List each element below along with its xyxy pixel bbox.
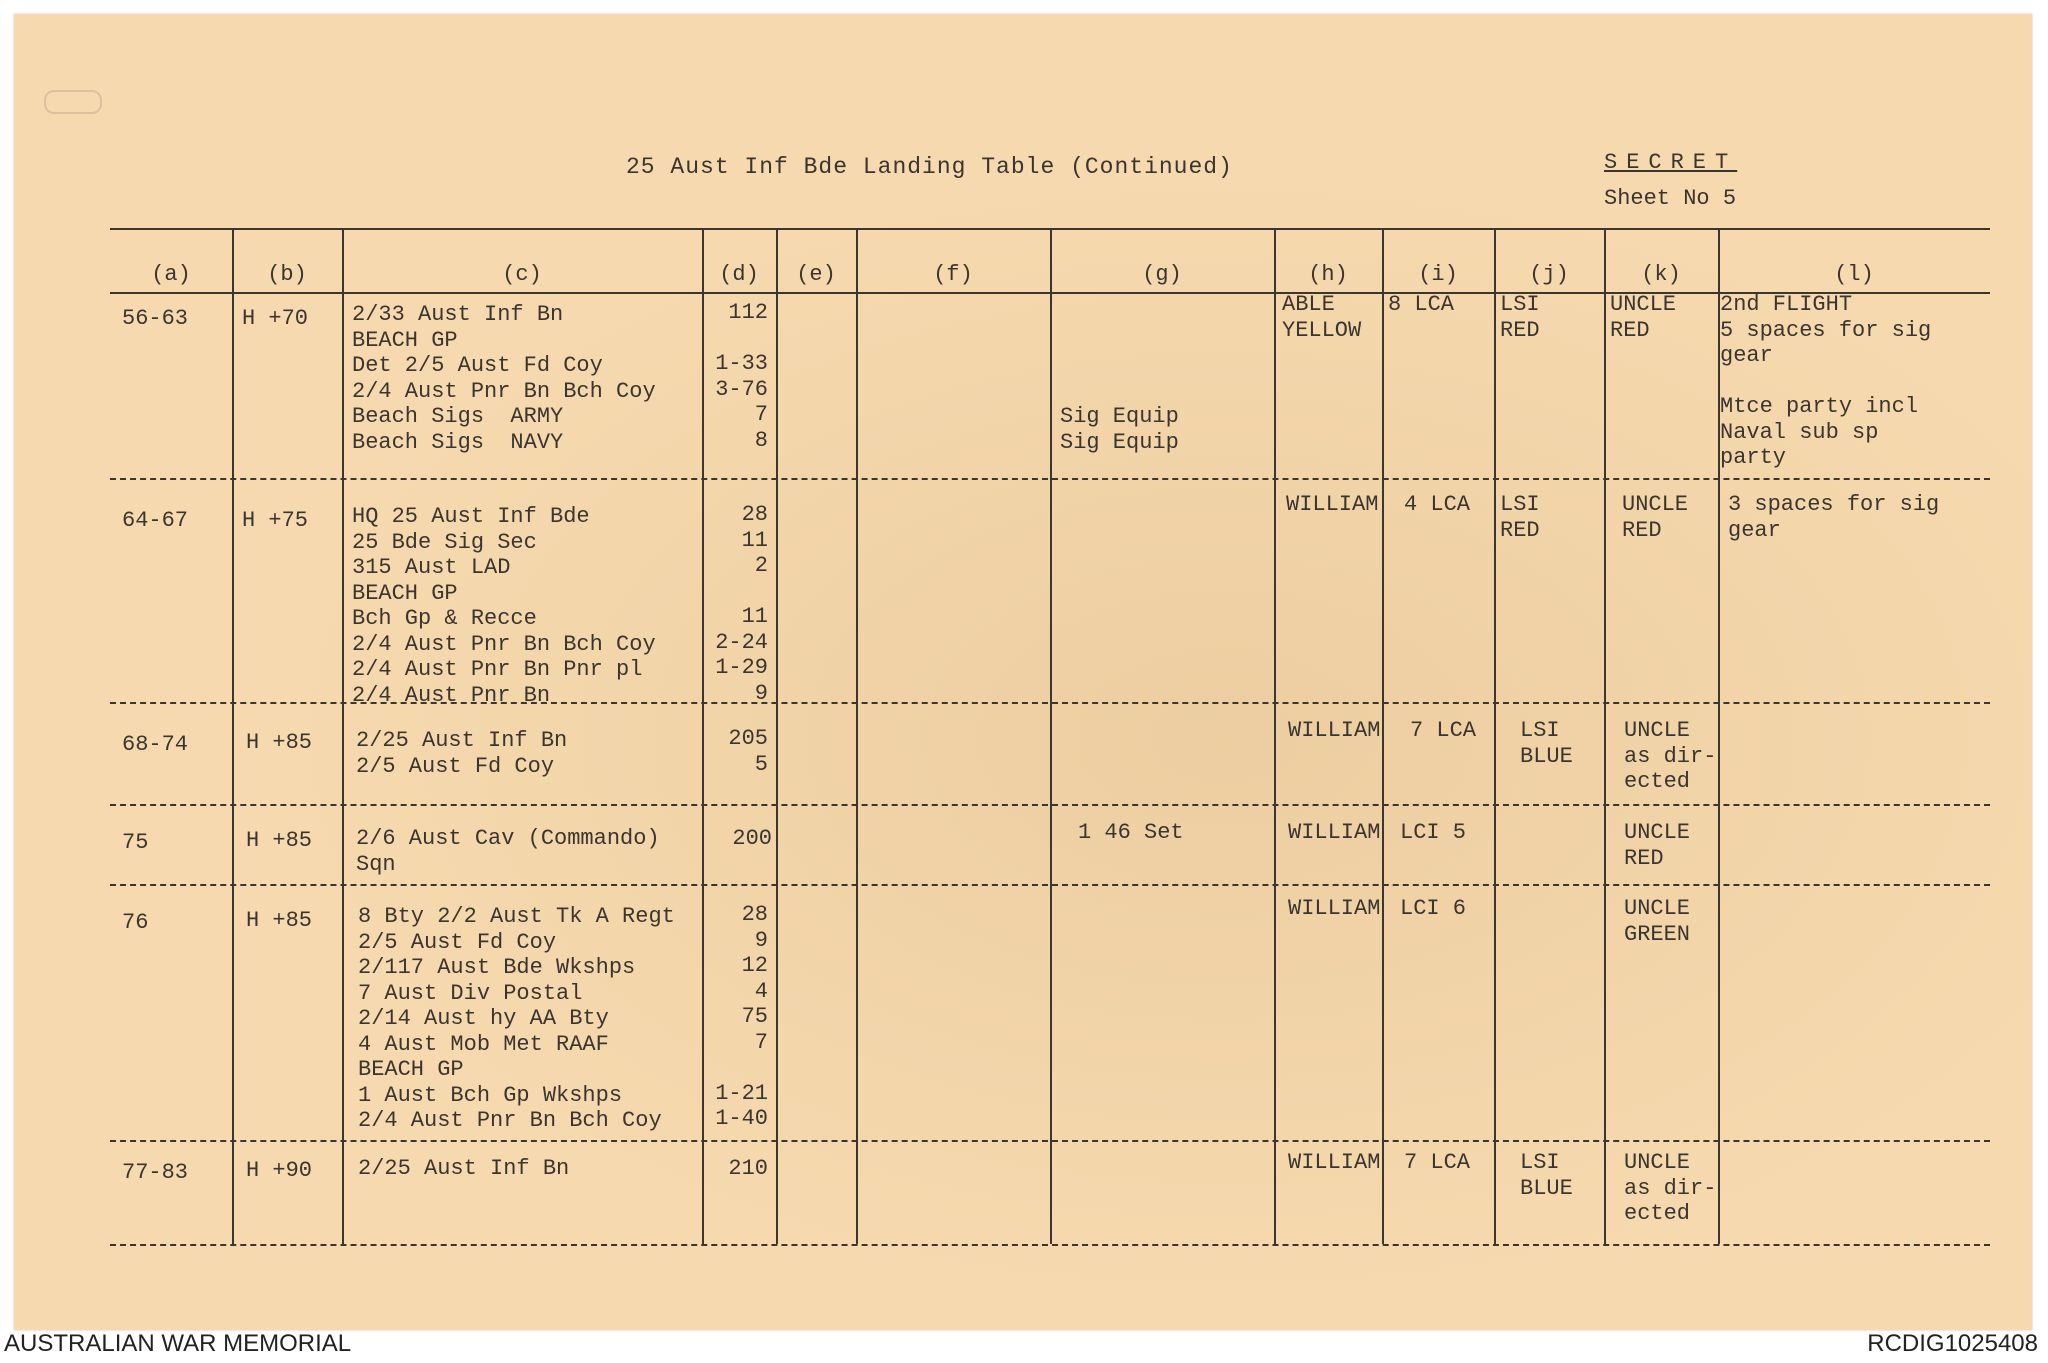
unit-cell: 8 Bty 2/2 Aust Tk A Regt 2/5 Aust Fd Coy 2/117 Aust Bde Wkshps 7 Aust Div Postal 2/14 Aust hy AA Bty 4 Aust Mob Met RAAF BEACH GP 1 Aust Bch Gp Wkshps 2/4 Aust Pnr Bn Bch Coy (358, 904, 675, 1133)
unit-cell: 2/33 Aust Inf Bn BEACH GP Det 2/5 Aust Fd Coy 2/4 Aust Pnr Bn Bch Coy Beach Sigs ARMY Beach Sigs NAVY (352, 302, 656, 455)
column-header-a: (a) (151, 262, 191, 287)
column-header-g: (g) (1142, 262, 1182, 287)
remarks-cell: 2nd FLIGHT 5 spaces for sig gear Mtce party incl Naval sub sp party (1720, 292, 1932, 470)
staple-mark (44, 90, 102, 114)
craft-cell: 4 LCA (1404, 492, 1471, 517)
wave-cell: UNCLE as dir- ected (1624, 718, 1717, 794)
timing-cell: H +85 (246, 730, 313, 755)
serial-cell: 75 (122, 830, 149, 855)
wave-cell: UNCLE GREEN (1624, 896, 1691, 947)
ship-cell: LSI BLUE (1520, 718, 1573, 769)
personnel-cell: 112 1-33 3-76 7 8 (715, 300, 768, 453)
column-header-c: (c) (502, 262, 542, 287)
timing-cell: H +85 (246, 828, 313, 853)
craft-cell: LCI 6 (1400, 896, 1467, 921)
sheet-number: Sheet No 5 (1604, 186, 1737, 211)
serial-cell: 77-83 (122, 1160, 189, 1185)
column-divider (1604, 228, 1606, 1244)
unit-cell: 2/25 Aust Inf Bn (358, 1156, 570, 1181)
remarks-cell: 3 spaces for sig gear (1728, 492, 1940, 543)
serial-cell: 76 (122, 910, 149, 935)
serial-cell: 68-74 (122, 732, 189, 757)
unit-cell: HQ 25 Aust Inf Bde 25 Bde Sig Sec 315 Aust LAD BEACH GP Bch Gp & Recce 2/4 Aust Pnr Bn Bch Coy 2/4 Aust Pnr Bn Pnr pl 2/4 Aust Pnr Bn (352, 504, 656, 708)
craft-cell: 7 LCA (1410, 718, 1477, 743)
timing-cell: H +70 (242, 306, 309, 331)
column-divider (856, 228, 858, 1244)
column-divider (776, 228, 778, 1244)
serial-cell: 64-67 (122, 508, 189, 533)
archive-id: RCDIG1025408 (1867, 1330, 2038, 1357)
timing-cell: H +85 (246, 908, 313, 933)
wave-cell: UNCLE RED (1624, 820, 1691, 871)
beach-cell: WILLIAM (1288, 718, 1381, 743)
unit-cell: 2/6 Aust Cav (Commando) Sqn (356, 826, 660, 877)
equipment-cell: Sig Equip Sig Equip (1060, 404, 1179, 455)
personnel-cell: 205 5 (728, 726, 768, 777)
column-header-h: (h) (1308, 262, 1348, 287)
beach-cell: WILLIAM (1288, 896, 1381, 921)
landing-table (110, 14, 1990, 1274)
document-title: 25 Aust Inf Bde Landing Table (Continued) (626, 154, 1233, 180)
column-divider (1274, 228, 1276, 1244)
document-sheet (14, 14, 2032, 1330)
wave-cell: UNCLE RED (1622, 492, 1689, 543)
beach-cell: WILLIAM (1288, 1150, 1381, 1175)
column-divider (1050, 228, 1052, 1244)
craft-cell: 7 LCA (1404, 1150, 1471, 1175)
column-header-f: (f) (933, 262, 973, 287)
unit-cell: 2/25 Aust Inf Bn 2/5 Aust Fd Coy (356, 728, 568, 779)
column-divider (342, 228, 344, 1244)
personnel-cell: 28 11 2 11 2-24 1-29 9 (715, 502, 768, 706)
wave-cell: UNCLE as dir- ected (1624, 1150, 1717, 1226)
beach-cell: WILLIAM (1286, 492, 1379, 517)
column-header-b: (b) (267, 262, 307, 287)
serial-cell: 56-63 (122, 306, 189, 331)
craft-cell: 8 LCA (1388, 292, 1455, 317)
wave-cell: UNCLE RED (1610, 292, 1677, 343)
table-bottom-rule (110, 1244, 1990, 1246)
column-divider (1382, 228, 1384, 1244)
beach-cell: ABLE YELLOW (1282, 292, 1362, 343)
column-header-e: (e) (796, 262, 836, 287)
personnel-cell: 28 9 12 4 75 7 1-21 1-40 (715, 902, 768, 1131)
personnel-cell: 210 (728, 1156, 768, 1181)
ship-cell: LSI BLUE (1520, 1150, 1573, 1201)
timing-cell: H +90 (246, 1158, 313, 1183)
column-header-i: (i) (1418, 262, 1458, 287)
equipment-cell: 1 46 Set (1078, 820, 1184, 845)
archive-credit: AUSTRALIAN WAR MEMORIAL (4, 1330, 352, 1357)
column-divider (232, 228, 234, 1244)
column-header-k: (k) (1641, 262, 1681, 287)
column-header-d: (d) (719, 262, 759, 287)
column-header-j: (j) (1529, 262, 1569, 287)
beach-cell: WILLIAM (1288, 820, 1381, 845)
column-header-l: (l) (1834, 262, 1874, 287)
craft-cell: LCI 5 (1400, 820, 1467, 845)
column-divider (1494, 228, 1496, 1244)
ship-cell: LSI RED (1500, 292, 1540, 343)
ship-cell: LSI RED (1500, 492, 1540, 543)
personnel-cell: 200 (732, 826, 772, 851)
classification-stamp: SECRET (1604, 150, 1738, 175)
timing-cell: H +75 (242, 508, 309, 533)
